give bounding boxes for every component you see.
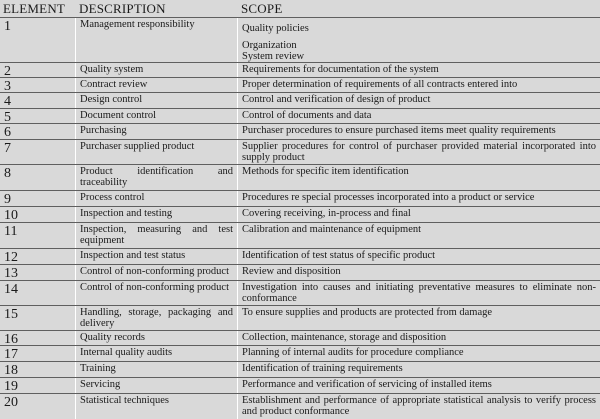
element-scope: Requirements for documentation of the system	[237, 63, 600, 77]
element-scope: Control of documents and data	[237, 109, 600, 123]
element-description: Handling, storage, packaging and delivery	[75, 306, 237, 330]
element-number: 20	[4, 395, 18, 410]
header-description: DESCRIPTION	[79, 1, 166, 16]
element-number: 6	[4, 125, 11, 139]
element-number: 9	[4, 192, 11, 206]
element-number: 4	[4, 94, 11, 108]
table-row	[0, 248, 600, 264]
element-description: Servicing	[75, 378, 237, 393]
element-scope: Purchaser procedures to ensure purchased items meet quality requirements	[237, 124, 600, 139]
table-row	[0, 17, 600, 62]
header-element: ELEMENT	[3, 1, 66, 16]
element-description: Inspection and test status	[75, 249, 237, 264]
element-number: 2	[4, 64, 11, 77]
element-scope: To ensure supplies and products are protected from damage	[237, 306, 600, 330]
table-row	[0, 377, 600, 393]
scope-line: System review	[242, 51, 305, 62]
element-description: Purchasing	[75, 124, 237, 139]
scope-line: Quality policies	[242, 23, 309, 34]
element-scope: Identification of training requirements	[237, 362, 600, 377]
element-description: Quality system	[75, 63, 237, 77]
element-scope	[237, 18, 600, 62]
element-scope: Covering receiving, in-process and final	[237, 207, 600, 222]
element-scope: Procedures re special processes incorporated into a product or service	[237, 191, 600, 206]
table-row	[0, 222, 600, 248]
element-number: 10	[4, 208, 18, 222]
header-scope: SCOPE	[241, 1, 283, 16]
element-description: Management responsibility	[75, 18, 237, 62]
element-scope: Review and disposition	[237, 265, 600, 280]
element-description: Control of non-conforming product	[75, 265, 237, 280]
element-description: Quality records	[75, 331, 237, 345]
element-number: 8	[4, 166, 11, 181]
element-description: Design control	[75, 93, 237, 108]
element-number: 11	[4, 224, 18, 239]
scope-line: Organization	[242, 40, 297, 51]
element-number: 16	[4, 332, 18, 345]
element-scope: Establishment and performance of appropriate statistical analysis to verify process and product conformance	[237, 394, 600, 419]
element-number: 19	[4, 379, 18, 393]
table-row	[0, 264, 600, 280]
element-number: 15	[4, 307, 18, 322]
table-row	[0, 393, 600, 419]
element-scope: Planning of internal audits for procedure compliance	[237, 346, 600, 361]
element-scope: Identification of test status of specific product	[237, 249, 600, 264]
element-description: Inspection and testing	[75, 207, 237, 222]
element-number: 1	[4, 19, 11, 34]
element-description: Process control	[75, 191, 237, 206]
table-row	[0, 62, 600, 77]
element-description: Contract review	[75, 78, 237, 92]
element-scope: Performance and verification of servicing of installed items	[237, 378, 600, 393]
table-row	[0, 280, 600, 305]
element-description: Internal quality audits	[75, 346, 237, 361]
element-scope: Investigation into causes and initiating preventative measures to eliminate non-conformance	[237, 281, 600, 305]
table-header	[0, 0, 600, 17]
table-row	[0, 206, 600, 222]
element-description: Document control	[75, 109, 237, 123]
table-row	[0, 123, 600, 139]
element-description: Purchaser supplied product	[75, 140, 237, 164]
element-description: Product identification and traceability	[75, 165, 237, 190]
table-row	[0, 190, 600, 206]
table-row	[0, 139, 600, 164]
table-row	[0, 108, 600, 123]
element-description: Training	[75, 362, 237, 377]
element-scope: Methods for specific item identification	[237, 165, 600, 190]
element-scope: Control and verification of design of product	[237, 93, 600, 108]
element-description: Control of non-conforming product	[75, 281, 237, 305]
element-description: Inspection, measuring and test equipment	[75, 223, 237, 248]
element-number: 3	[4, 79, 11, 92]
table-row	[0, 305, 600, 330]
element-number: 5	[4, 110, 11, 123]
table-row	[0, 330, 600, 345]
table-row	[0, 92, 600, 108]
element-number: 7	[4, 141, 11, 156]
table-row	[0, 345, 600, 361]
element-scope: Collection, maintenance, storage and disposition	[237, 331, 600, 345]
element-scope: Supplier procedures for control of purchaser provided material incorporated into supply product	[237, 140, 600, 164]
element-number: 14	[4, 282, 18, 297]
table-row	[0, 361, 600, 377]
element-number: 18	[4, 363, 18, 377]
element-number: 13	[4, 266, 18, 280]
element-description: Statistical techniques	[75, 394, 237, 419]
element-scope: Proper determination of requirements of all contracts entered into	[237, 78, 600, 92]
element-number: 12	[4, 250, 18, 264]
table-row	[0, 77, 600, 92]
element-scope: Calibration and maintenance of equipment	[237, 223, 600, 248]
table-row	[0, 164, 600, 190]
element-number: 17	[4, 347, 18, 361]
